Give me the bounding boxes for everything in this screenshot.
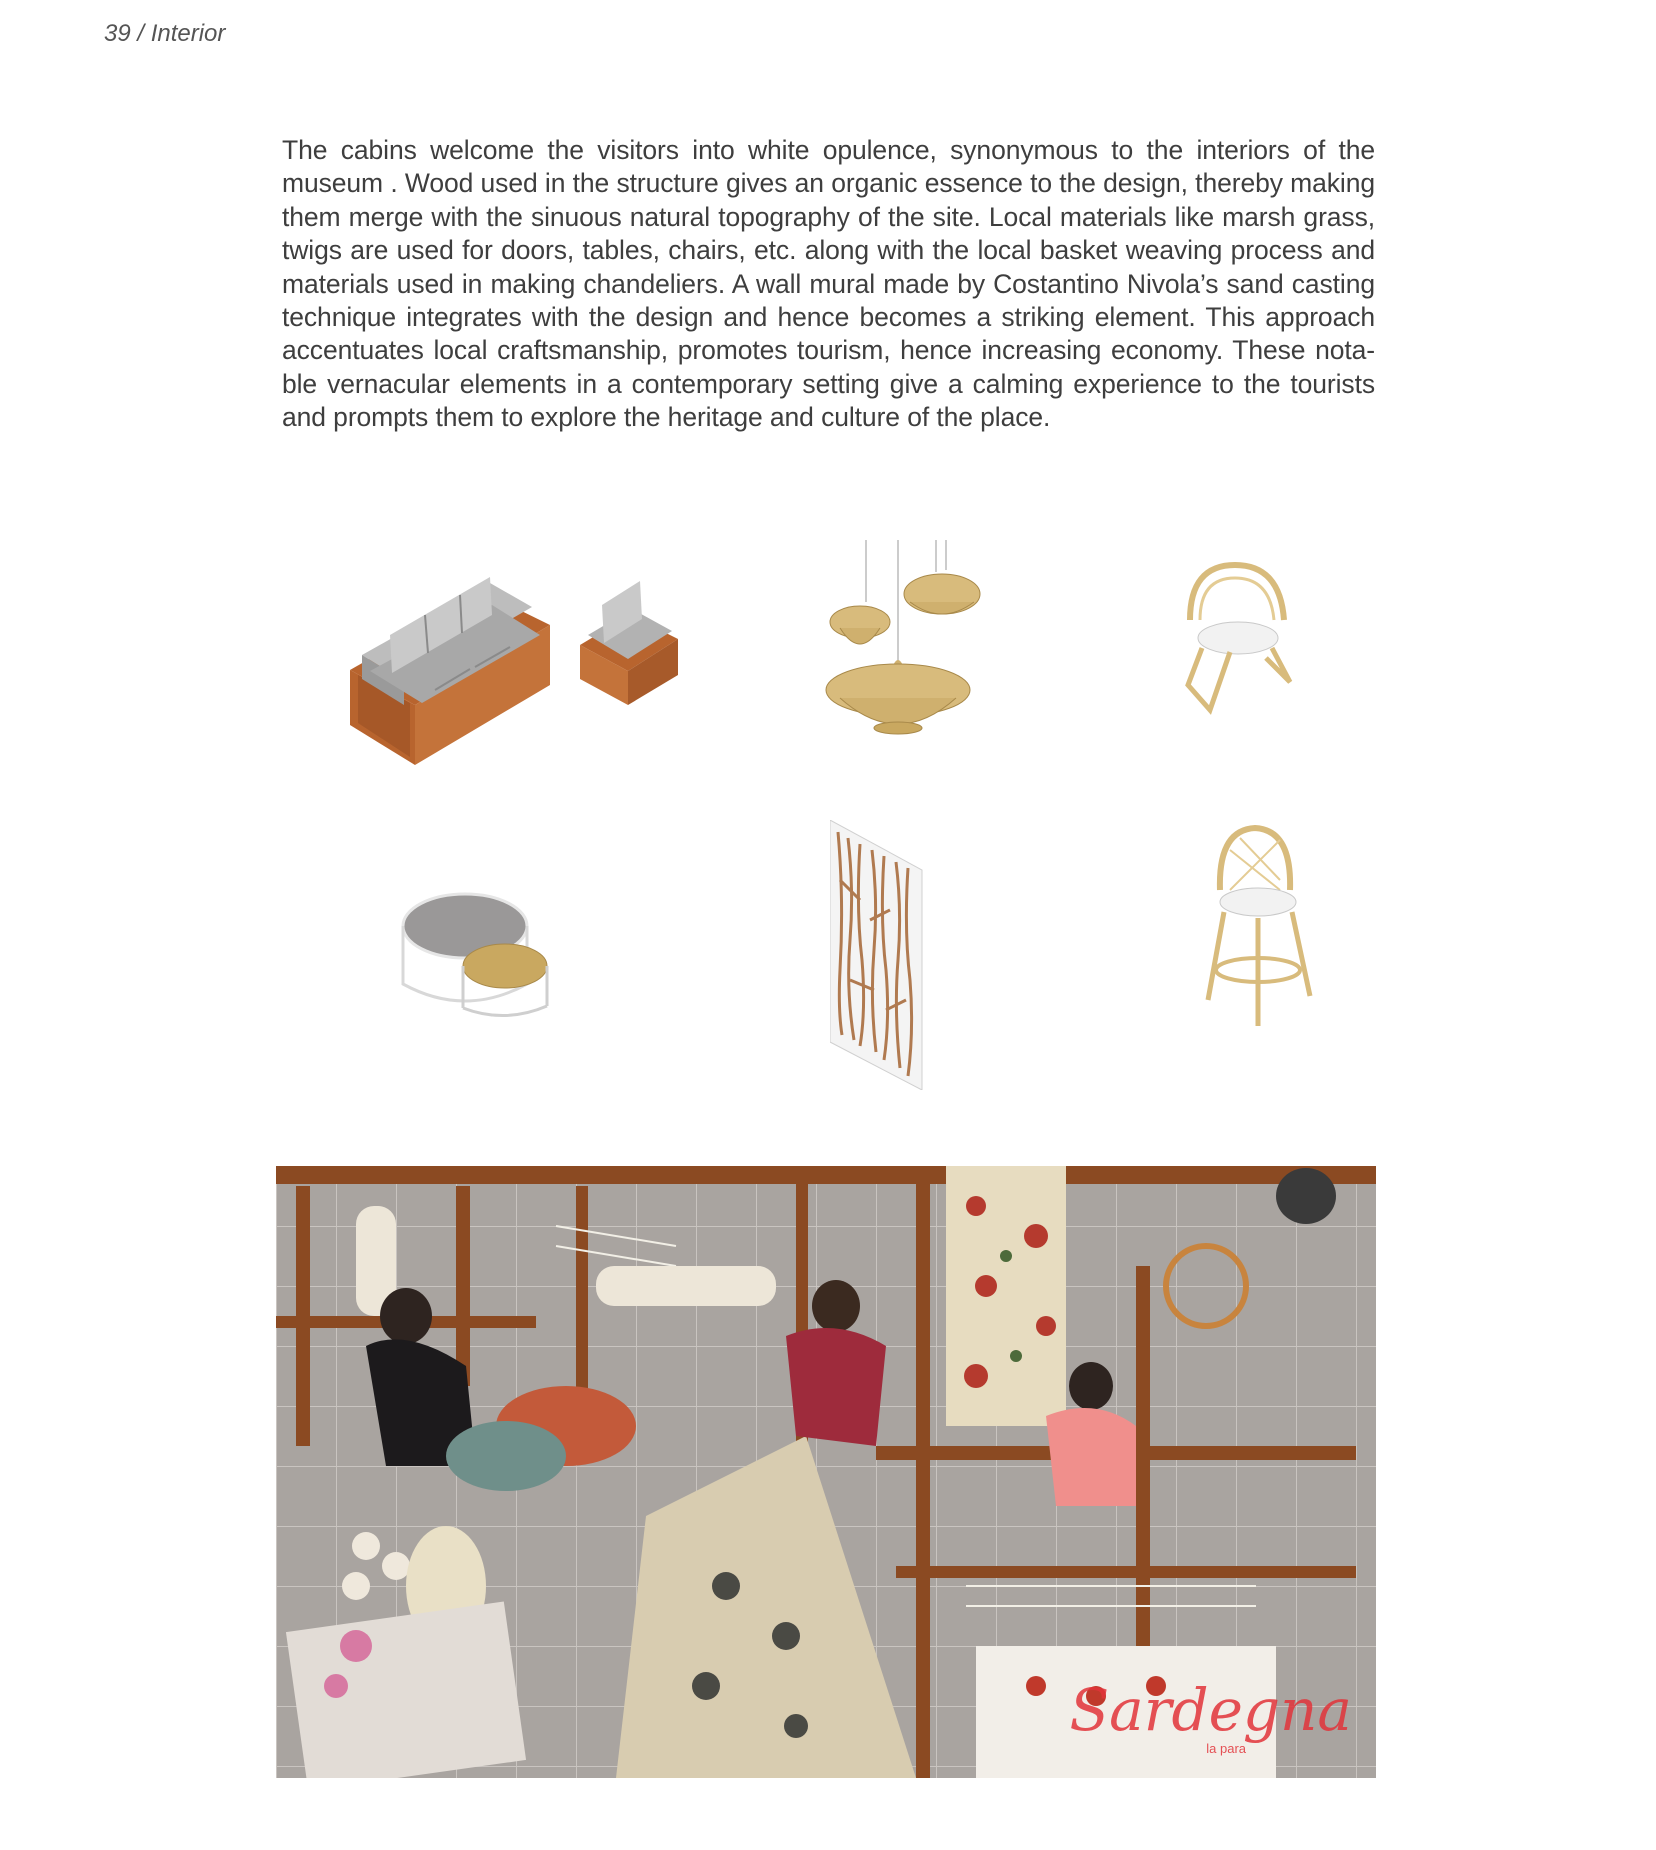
body-paragraph: The cabins welcome the visitors into white opulence, synonymous to the interiors of the museum . Wood used in the structure gives an organic essence to the design, thereby making them merge with the sinuous natural topography of the site. Local materials like marsh grass, twigs are used for doors, tables, chairs, etc. along with the local basket weaving process and materials used in making chandeliers. A wall mural made by Costantino Nivola’s sand casting technique integrates with the design and hence becomes a striking element. This approach accentuates local craftsmanship, promotes tourism, hence increasing economy. These nota-ble vernacular elements in a contemporary setting give a calming experience to the tourists and prompts them to explore the heritage and culture of the place. [282, 135, 1375, 433]
rattan-chair-illustration [1180, 560, 1300, 720]
photo-watermark: Sardegna [1069, 1676, 1352, 1744]
photo-watermark-sub: la para [1206, 1741, 1246, 1756]
chandeliers-illustration [820, 540, 1000, 740]
twig-door-illustration [830, 820, 930, 1090]
page-header: 39 / Interior [104, 20, 226, 47]
bar-stool-illustration [1200, 820, 1320, 1030]
three-seat-sofa [350, 577, 550, 765]
armchair [580, 581, 678, 705]
nesting-tables-illustration [400, 890, 550, 1020]
weaving-workshop-photo [276, 1166, 1376, 1778]
sofa-set-illustration [340, 575, 680, 775]
